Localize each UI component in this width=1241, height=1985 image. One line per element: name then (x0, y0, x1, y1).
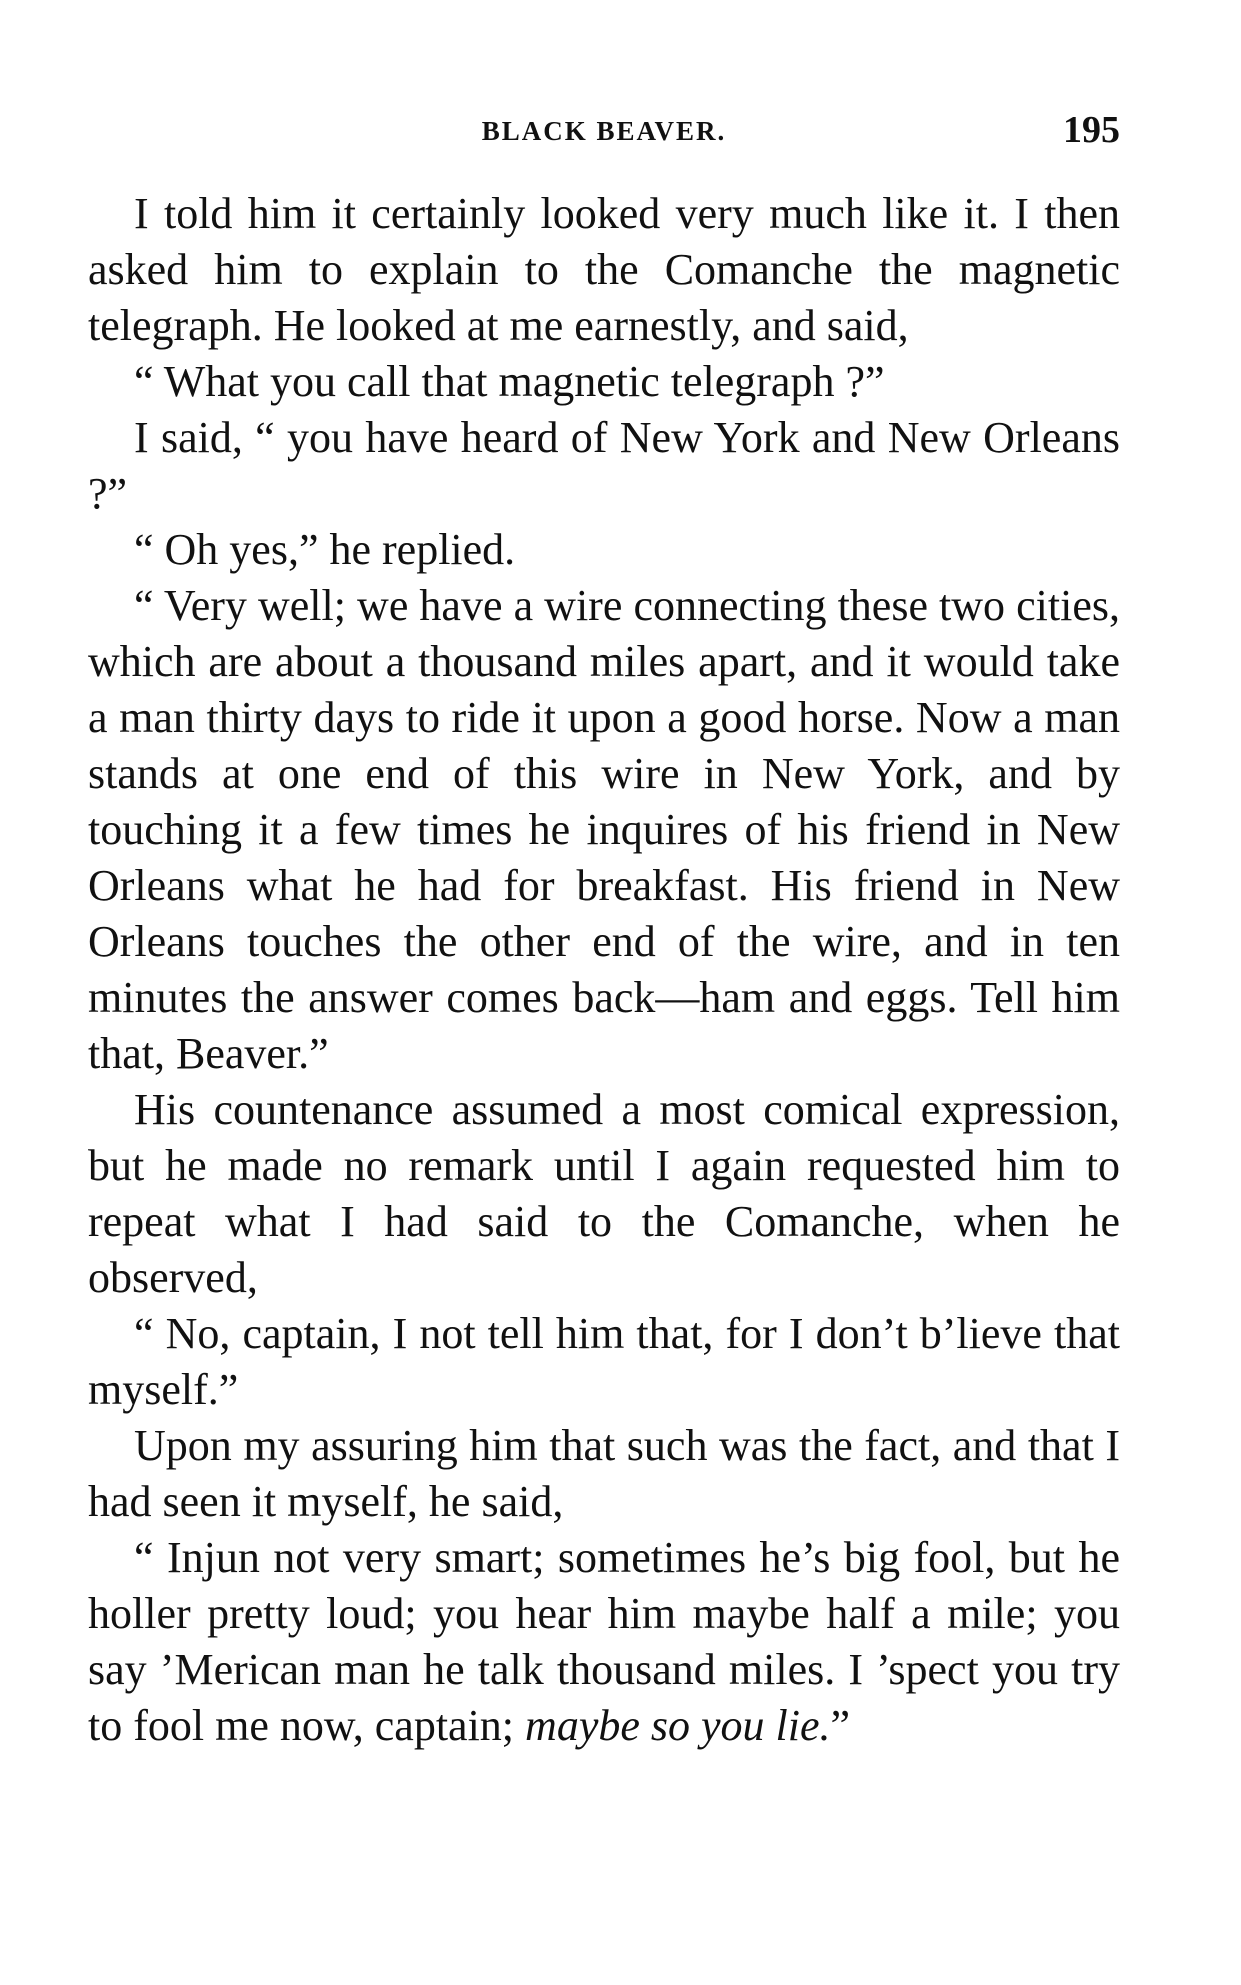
page-number: 195 (1063, 109, 1120, 151)
final-paragraph (88, 1530, 1120, 1754)
paragraph: His countenance assumed a most comical expression, but he made no remark until I again requested him to repeat what I had said to the Comanche, when he observed, (88, 1085, 1120, 1302)
paragraph: “ What you call that magnetic telegraph ?” (134, 357, 885, 406)
book-page (88, 100, 1120, 1754)
closing-quote: ” (830, 1701, 851, 1750)
paragraph: I told him it certainly looked very much like it. I then asked him to explain to the Comanche the magnetic telegraph. He looked at me earnestly, and said, (88, 189, 1120, 350)
body-text (88, 186, 1120, 1754)
final-paragraph-text: “ Injun not very smart; sometimes he’s big fool, but he holler pretty loud; you hear him maybe half a mile; you say ’Merican man he talk thousand miles. I ’spect you try to fool me now, captain; (88, 1533, 1120, 1750)
paragraph: “ Very well; we have a wire connecting these two cities, which are about a thousand miles apart, and it would take a man thirty days to ride it upon a good horse. Now a man stands at one end of this wire in New York, and by touching it a few times he inquires of his friend in New Orleans what he had for breakfast. His friend in New Orleans touches the other end of the wire, and in ten minutes the answer comes back—ham and eggs. Tell him that, Beaver.” (88, 581, 1120, 1078)
paragraph: Upon my assuring him that such was the fact, and that I had seen it myself, he said, (88, 1421, 1120, 1526)
paragraph: I said, “ you have heard of New York and New Orleans ?” (88, 413, 1120, 518)
page-header (88, 100, 1120, 160)
italic-quote: maybe so you lie. (525, 1701, 831, 1750)
paragraph: “ No, captain, I not tell him that, for I don’t b’lieve that myself.” (88, 1309, 1120, 1414)
running-head: BLACK BEAVER. (481, 116, 727, 146)
paragraph: “ Oh yes,” he replied. (134, 525, 516, 574)
